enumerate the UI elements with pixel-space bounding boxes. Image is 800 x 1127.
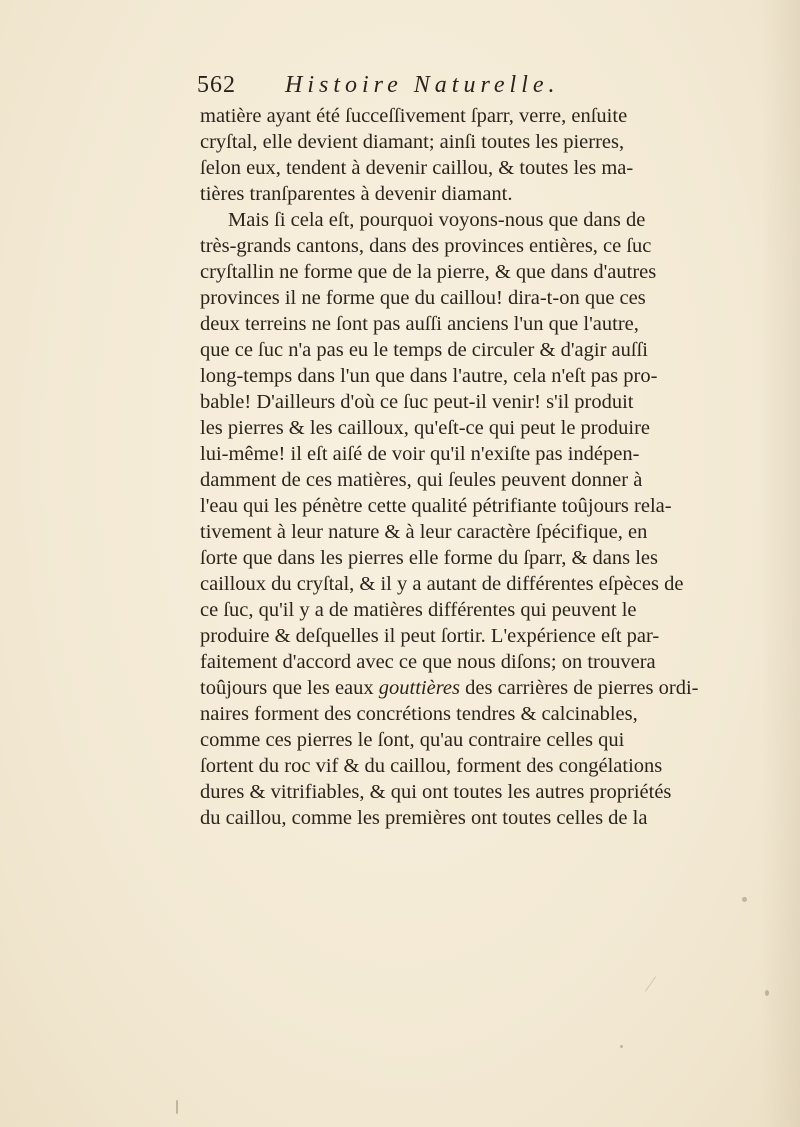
text-line: cailloux du cryſtal, & il y a autant de différentes eſpèces de xyxy=(200,573,684,595)
paper-stain xyxy=(742,897,747,902)
page-number: 562 xyxy=(197,72,236,98)
text-line: les pierres & les cailloux, qu'eſt-ce qui peut le produire xyxy=(200,417,650,439)
paper-stain xyxy=(765,990,769,996)
text-line: cryſtallin ne forme que de la pierre, & que dans d'autres xyxy=(200,261,657,283)
text-segment: toûjours que les eaux xyxy=(200,677,374,699)
text-line: du caillou, comme les premières ont toutes celles de la xyxy=(200,807,648,829)
text-line: ſelon eux, tendent à devenir caillou, & toutes les ma- xyxy=(200,157,634,179)
text-line: cryſtal, elle devient diamant; ainſi toutes les pierres, xyxy=(200,131,625,153)
page-edge-shadow xyxy=(760,0,800,1127)
text-line: provinces il ne forme que du caillou! dira-t-on que ces xyxy=(200,287,646,309)
text-line: dures & vitrifiables, & qui ont toutes les autres propriétés xyxy=(200,781,672,803)
text-line: ſorte que dans les pierres elle forme du ſparr, & dans les xyxy=(200,547,658,569)
paper-stain xyxy=(176,1100,178,1114)
text-line: produire & deſquelles il peut ſortir. L'expérience eſt par- xyxy=(200,625,660,647)
text-line: damment de ces matières, qui ſeules peuvent donner à xyxy=(200,469,643,491)
paper-stain xyxy=(645,976,656,991)
paper-stain xyxy=(620,1045,623,1048)
text-line: comme ces pierres le ſont, qu'au contraire celles qui xyxy=(200,729,625,751)
running-title: Histoire Naturelle. xyxy=(285,72,560,98)
text-line: naires forment des concrétions tendres & calcinables, xyxy=(200,703,638,725)
text-line: faitement d'accord avec ce que nous diſons; on trouvera xyxy=(200,651,656,673)
text-line: tivement à leur nature & à leur caractère ſpécifique, en xyxy=(200,521,648,543)
body-text xyxy=(200,103,740,831)
text-line: que ce ſuc n'a pas eu le temps de circuler & d'agir auſſi xyxy=(200,339,648,361)
text-line: bable! D'ailleurs d'où ce ſuc peut-il venir! s'il produit xyxy=(200,391,634,413)
text-line: ce ſuc, qu'il y a de matières différentes qui peuvent le xyxy=(200,599,637,621)
text-line: tières tranſparentes à devenir diamant. xyxy=(200,183,513,205)
text-segment: des carrières de pierres ordi- xyxy=(460,677,699,699)
text-line-with-italic xyxy=(200,675,740,701)
text-line: long-temps dans l'un que dans l'autre, cela n'eſt pas pro- xyxy=(200,365,658,387)
text-line: ſortent du roc vif & du caillou, forment des congélations xyxy=(200,755,663,777)
text-line: l'eau qui les pénètre cette qualité pétrifiante toûjours rela- xyxy=(200,495,672,517)
paragraph-start-line: Mais ſi cela eſt, pourquoi voyons-nous que dans de xyxy=(228,209,646,231)
italic-term: gouttières xyxy=(378,677,460,699)
text-line: matière ayant été ſucceſſivement ſparr, verre, enſuite xyxy=(200,105,628,127)
text-line: très-grands cantons, dans des provinces entières, ce ſuc xyxy=(200,235,652,257)
text-line: deux terreins ne ſont pas auſſi anciens l'un que l'autre, xyxy=(200,313,639,335)
text-line: lui-même! il eſt aiſé de voir qu'il n'exiſte pas indépen- xyxy=(200,443,640,465)
